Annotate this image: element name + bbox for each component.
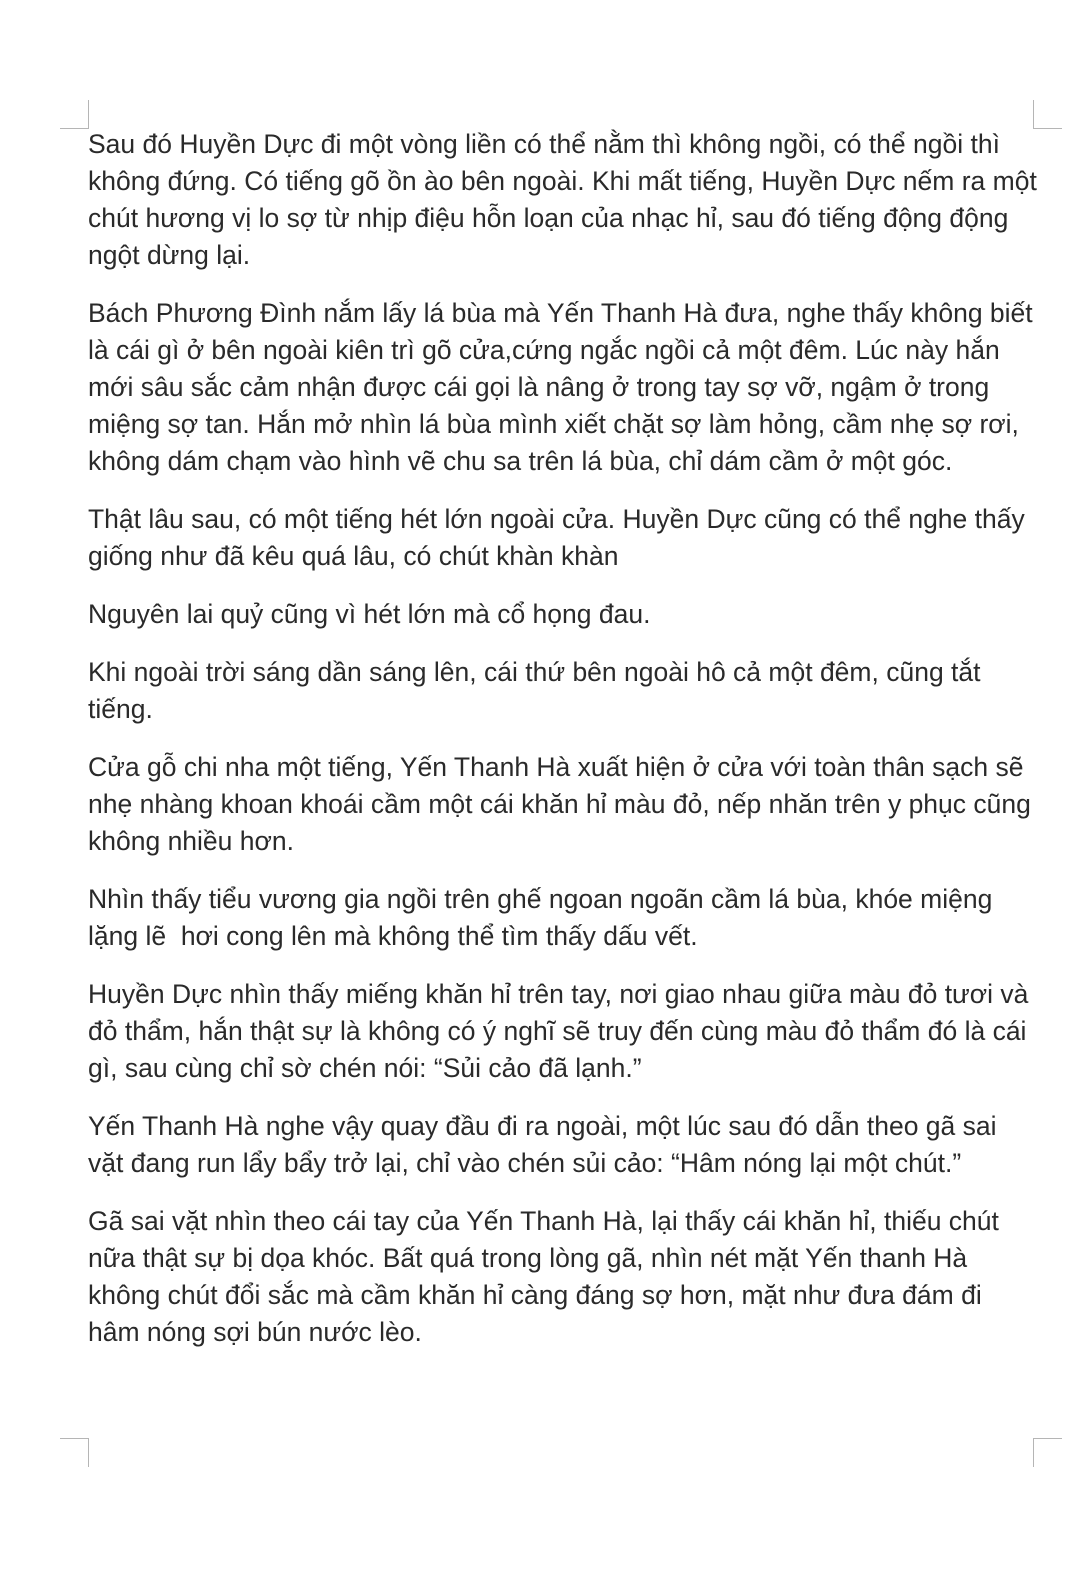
margin-corner-bottom-left: [60, 1438, 89, 1467]
margin-corner-top-right: [1033, 100, 1062, 129]
paragraph: Yến Thanh Hà nghe vậy quay đầu đi ra ngoài, một lúc sau đó dẫn theo gã sai vặt đang run lẩy bẩy trở lại, chỉ vào chén sủi cảo: “Hâm nóng lại một chút.”: [88, 1111, 1004, 1178]
paragraph: Cửa gỗ chi nha một tiếng, Yến Thanh Hà xuất hiện ở cửa với toàn thân sạch sẽ nhẹ nhàng khoan khoái cầm một cái khăn hỉ màu đỏ, nếp nhăn trên y phục cũng không nhiều hơn.: [88, 752, 1039, 856]
document-body[interactable]: [88, 126, 1045, 1372]
paragraph: Khi ngoài trời sáng dần sáng lên, cái thứ bên ngoài hô cả một đêm, cũng tắt tiếng.: [88, 657, 988, 724]
paragraph: Nhìn thấy tiểu vương gia ngồi trên ghế ngoan ngoãn cầm lá bùa, khóe miệng lặng lẽ hơi cong lên mà không thể tìm thấy dấu vết.: [88, 884, 1000, 951]
margin-corner-top-left: [60, 100, 89, 129]
paragraph: Huyền Dực nhìn thấy miếng khăn hỉ trên tay, nơi giao nhau giữa màu đỏ tươi và đỏ thẩm, hắn thật sự là không có ý nghĩ sẽ truy đến cùng màu đỏ thẩm đó là cái gì, sau cùng chỉ sờ chén nói: “Sủi cảo đã lạnh.”: [88, 979, 1036, 1083]
paragraph: Bách Phương Đình nắm lấy lá bùa mà Yến Thanh Hà đưa, nghe thấy không biết là cái gì ở bên ngoài kiên trì gõ cửa,cứng ngắc ngồi cả một đêm. Lúc này hắn mới sâu sắc cảm nhận được cái gọi là nâng ở trong tay sợ vỡ, ngậm ở trong miệng sợ tan. Hắn mở nhìn lá bùa mình xiết chặt sợ làm hỏng, cầm nhẹ sợ rơi, không dám chạm vào hình vẽ chu sa trên lá bùa, chỉ dám cầm ở một góc.: [88, 298, 1041, 476]
paragraph: Sau đó Huyền Dực đi một vòng liền có thể nằm thì không ngồi, có thể ngồi thì không đứng. Có tiếng gõ ồn ào bên ngoài. Khi mất tiếng, Huyền Dực nếm ra một chút hương vị lo sợ từ nhịp điệu hỗn loạn của nhạc hỉ, sau đó tiếng động động ngột dừng lại.: [88, 129, 1045, 270]
paragraph: Nguyên lai quỷ cũng vì hét lớn mà cổ họng đau.: [88, 599, 651, 629]
paragraph: Thật lâu sau, có một tiếng hét lớn ngoài cửa. Huyền Dực cũng có thể nghe thấy giống như đã kêu quá lâu, có chút khàn khàn: [88, 504, 1033, 571]
paragraph: Gã sai vặt nhìn theo cái tay của Yến Thanh Hà, lại thấy cái khăn hỉ, thiếu chút nữa thật sự bị dọa khóc. Bất quá trong lòng gã, nhìn nét mặt Yến thanh Hà không chút đổi sắc mà cầm khăn hỉ càng đáng sợ hơn, mặt như đưa đám đi hâm nóng sợi bún nước lèo.: [88, 1206, 1007, 1347]
margin-corner-bottom-right: [1033, 1438, 1062, 1467]
